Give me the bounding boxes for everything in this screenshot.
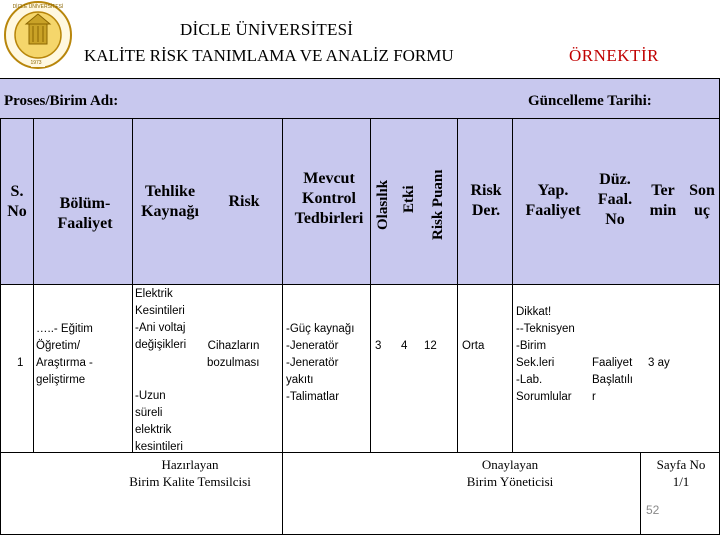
grid-line	[0, 534, 720, 535]
page-label: Sayfa No	[656, 457, 706, 472]
col-header-controls-line1: Mevcut	[303, 170, 355, 187]
logo-year: 1973	[30, 60, 42, 66]
col-header-controls-line2: Kontrol	[302, 190, 356, 207]
prepared-by-label: Hazırlayan	[161, 457, 219, 472]
row-activity: …..- Eğitim Öğretim/ Araştırma - geliştirme	[36, 323, 93, 386]
col-header-deadline-line1: Ter	[651, 182, 675, 199]
row-risk-score: 12	[424, 340, 437, 352]
example-tag: ÖRNEKTİR	[569, 46, 659, 65]
col-header-probability: Olasılık	[375, 179, 391, 230]
col-header-controls-line3: Tedbirleri	[294, 210, 364, 227]
grid-line	[0, 118, 1, 534]
row-risk: Cihazların bozulması	[207, 340, 260, 369]
page-value: 1/1	[672, 474, 690, 489]
col-header-deadline-line2: min	[649, 202, 677, 219]
row-deadline: 3 ay	[648, 357, 670, 369]
grid-line	[0, 78, 720, 79]
row-controls: -Güç kaynağı -Jeneratör -Jeneratör yakıtı -Talimatlar	[286, 323, 355, 403]
col-header-hazard-line2: Kaynağı	[141, 203, 199, 220]
row-no: 1	[17, 357, 24, 369]
title-band	[0, 0, 720, 78]
col-header-action-line2: Faaliyet	[525, 202, 581, 219]
grid-line	[0, 284, 720, 285]
prepared-by	[100, 456, 280, 490]
col-header-risk-score: Risk Puanı	[430, 169, 446, 240]
col-header-no-line2: No	[7, 203, 27, 220]
col-header-activity-line2: Faaliyet	[57, 215, 113, 232]
row-action: Dikkat! --Teknisyen -Birim Sek.leri -Lab. Sorumlular	[516, 306, 575, 403]
prepared-by-role: Birim Kalite Temsilcisi	[129, 474, 251, 489]
col-header-action-line1: Yap.	[537, 182, 569, 199]
col-header-no-line1: S.	[10, 183, 24, 200]
col-header-result-line1: Son	[689, 182, 715, 199]
col-header-no	[2, 182, 32, 222]
col-header-risk: Risk	[228, 193, 260, 210]
university-title: DİCLE ÜNİVERSİTESİ	[180, 20, 354, 39]
col-header-result-line2: uç	[694, 202, 710, 219]
approved-by-role: Birim Yöneticisi	[466, 474, 554, 489]
col-header-controls	[284, 169, 374, 229]
col-header-activity-line1: Bölüm-	[59, 195, 111, 212]
row-impact: 4	[401, 340, 408, 352]
col-header-corrective	[590, 170, 640, 230]
grid-line	[0, 452, 720, 453]
col-header-risk-level	[462, 181, 510, 221]
col-header-result	[684, 181, 720, 221]
col-header-corrective-line2: Faal.	[597, 191, 633, 208]
row-probability: 3	[375, 340, 382, 352]
col-header-corrective-line1: Düz.	[599, 171, 631, 188]
logo-text: DİCLE ÜNİVERSİTESİ	[12, 4, 64, 10]
col-header-hazard	[132, 182, 208, 222]
grid-line	[282, 118, 283, 534]
col-header-deadline	[642, 181, 684, 221]
row-risk-level: Orta	[462, 340, 485, 352]
page-info	[642, 456, 720, 490]
col-header-activity	[40, 194, 130, 234]
col-header-risk-level-line2: Der.	[471, 202, 501, 219]
col-header-corrective-line3: No	[605, 211, 625, 228]
process-label: Proses/Birim Adı:	[4, 93, 119, 109]
grid-line	[457, 118, 458, 452]
approved-by-label: Onaylayan	[481, 457, 539, 472]
grid-line	[33, 118, 34, 452]
grid-line	[640, 452, 641, 534]
row-corrective: Faaliyet Başlatılı r	[592, 357, 633, 403]
col-header-risk-level-line1: Risk	[470, 182, 502, 199]
slide-number: 52	[646, 503, 660, 517]
update-label: Güncelleme Tarihi:	[528, 93, 652, 109]
col-header-impact: Etki	[401, 185, 417, 213]
grid-line	[132, 118, 133, 452]
col-header-hazard-line1: Tehlike	[144, 183, 196, 200]
form-title: KALİTE RİSK TANIMLAMA VE ANALİZ FORMU	[84, 46, 454, 65]
row-hazard: Elektrik Kesintileri -Ani voltaj değişikleri -Uzun süreli elektrik kesintileri	[135, 288, 187, 453]
grid-line	[0, 118, 720, 119]
approved-by	[420, 456, 600, 490]
col-header-action	[508, 181, 598, 221]
grid-line	[512, 118, 513, 452]
